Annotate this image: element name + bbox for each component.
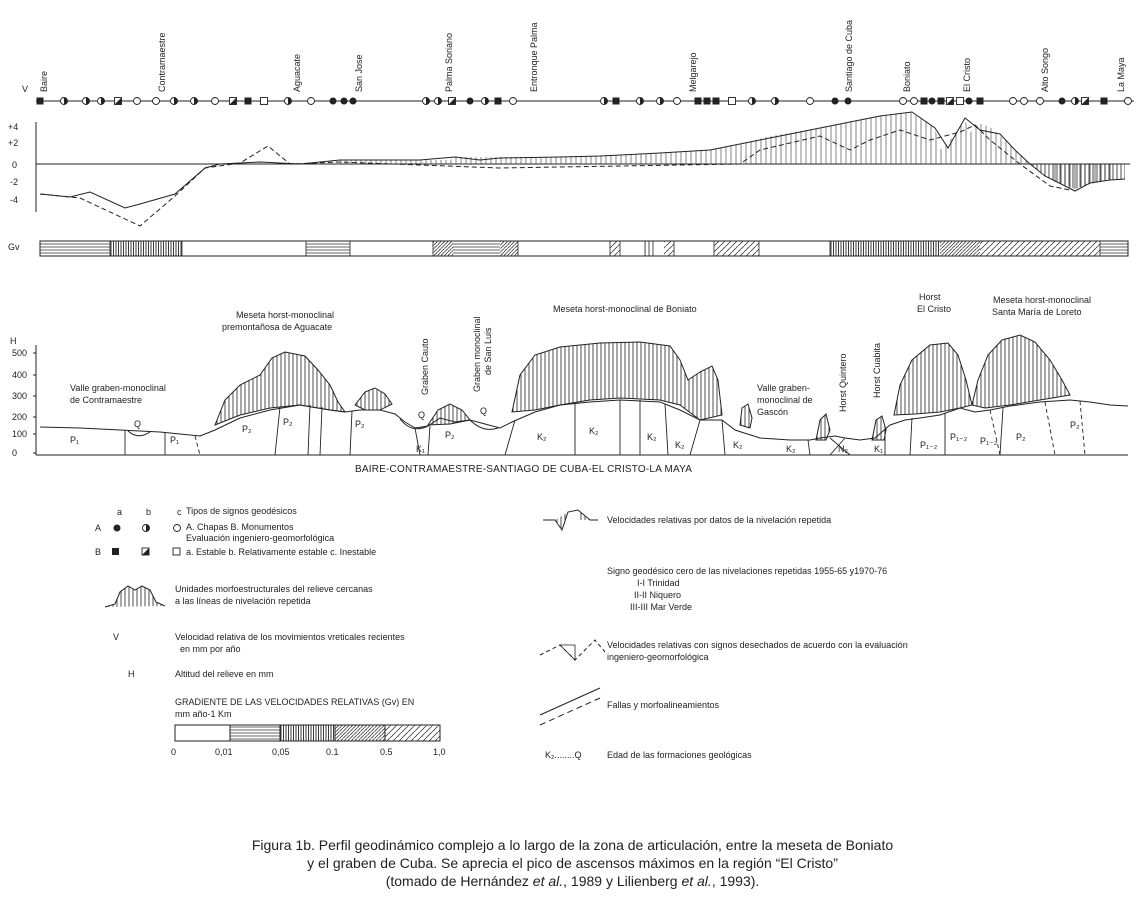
formation-label: K₂ [786,444,796,454]
label-contramaestre: de Contramaestre [70,395,143,405]
v-tick: +2 [8,138,19,148]
half-plate-icon [601,98,608,105]
unstable-plate-icon [153,98,160,105]
legend-row: A [95,523,102,533]
velocity-profile [8,112,1130,226]
formation-label: P₁ [170,435,180,445]
legend-edad-key: K₂........Q [545,750,582,760]
station-label: Santiago de Cuba [844,19,854,92]
station-label: Contramaestre [157,32,167,92]
legend-unidades: a las líneas de nivelación repetida [175,596,311,606]
gv-scale-label: 0.5 [380,747,393,757]
legend-h-key: H [128,669,135,679]
label-gascon: monoclinal de [757,395,813,405]
legend-gv-title: mm año-1 Km [175,709,232,719]
caption-line: Figura 1b. Perfil geodinámico complejo a lo largo de la zona de articulación, entre la meseta de Boniato [251,837,894,853]
gradient-bar [8,241,1128,256]
stable-monument-icon [245,98,252,105]
formation-label: P₂ [445,430,455,440]
stable-plate-icon [114,525,121,532]
half-plate-icon [83,98,90,105]
unstable-plate-icon [1125,98,1132,105]
half-plate-icon [435,98,442,105]
station-label: San Jose [354,54,364,92]
formation-label: K₂ [675,440,685,450]
legend-fallas: Fallas y morfoalineamientos [607,700,720,710]
stable-plate-icon [341,98,348,105]
stable-plate-icon [929,98,936,105]
half-plate-icon [657,98,664,105]
gv-scale-label: 0.1 [326,747,339,757]
label-contramaestre: Valle graben-monoclinal [70,383,166,393]
half-plate-icon [285,98,292,105]
formation-label: K₁ [874,444,884,454]
stable-monument-icon [704,98,711,105]
unstable-monument-icon [729,98,736,105]
half-monument-icon [115,98,122,105]
stable-monument-icon [921,98,928,105]
half-monument-icon [1082,98,1089,105]
station-label: Boniato [902,61,912,92]
stable-monument-icon [713,98,720,105]
stable-plate-icon [966,98,973,105]
legend-gv-title: GRADIENTE DE LAS VELOCIDADES RELATIVAS (Gv) EN [175,697,415,707]
legend-col: a [117,507,123,517]
label-aguacate: premontañosa de Aguacate [222,322,333,332]
h-tick: 200 [12,412,28,422]
label-loreto: Santa María de Loreto [992,307,1082,317]
station-row [22,20,1134,105]
stable-monument-icon [112,548,119,555]
formation-label: K₂ [589,426,599,436]
gv-scale-label: 0,05 [272,747,290,757]
label-loreto: Meseta horst-monoclinal [993,295,1092,305]
label-cristo: Horst [919,292,941,302]
formation-label: K₂ [733,440,743,450]
formation-label: P₂ [355,419,365,429]
stable-monument-icon [1101,98,1108,105]
label-cauto: Graben Cauto [420,338,430,395]
label-aguacate: Meseta horst-monoclinal [236,310,335,320]
label-sanluis: de San Luis [483,327,493,375]
station-label: Entronque Palma [529,22,539,92]
legend-left [95,506,446,757]
stable-monument-icon [695,98,702,105]
legend-col: c [177,507,182,517]
legend-edad: Edad de las formaciones geológicas [607,750,752,760]
legend-col: b [146,507,152,517]
gv-scale-label: 0,01 [215,747,233,757]
formation-label: K₁ [416,444,426,454]
caption-line: y el graben de Cuba. Se aprecia el pico de ascensos máximos en la región “El Cristo” [307,855,838,871]
unstable-plate-icon [900,98,907,105]
unstable-plate-icon [134,98,141,105]
half-plate-icon [171,98,178,105]
half-plate-icon [749,98,756,105]
unstable-plate-icon [308,98,315,105]
unstable-plate-icon [174,525,181,532]
formation-label: Q [134,419,142,429]
label-gascon: Valle graben- [757,383,810,393]
formation-label: P₂ [242,424,252,434]
legend-vel-relativas: Velocidades relativas por datos de la nivelación repetida [607,515,832,525]
half-monument-icon [449,98,456,105]
stable-plate-icon [467,98,474,105]
formation-label: K₂ [537,432,547,442]
caption-text: , 1989 y Lilienberg [563,873,682,889]
v-tick: 0 [12,160,18,170]
v-tick: -4 [10,195,19,205]
unstable-plate-icon [674,98,681,105]
stable-monument-icon [938,98,945,105]
h-tick: 400 [12,370,28,380]
legend-cero: I-I Trinidad [637,578,680,588]
h-tick: 500 [12,348,28,358]
half-monument-icon [230,98,237,105]
legend-v-desc: en mm por año [180,644,241,654]
formation-label: P₂ [283,417,293,427]
station-label: Alto Songo [1040,47,1050,92]
legend-signos: Evaluación ingeniero-geomorfológica [186,533,335,543]
unstable-plate-icon [1010,98,1017,105]
caption-line [0,872,1145,890]
formation-label: P₁₋₂ [950,432,968,442]
unstable-plate-icon [807,98,814,105]
stable-plate-icon [350,98,357,105]
unstable-monument-icon [261,98,268,105]
formation-label: P₁₋₂ [980,436,998,446]
stable-plate-icon [832,98,839,105]
half-plate-icon [143,525,150,532]
v-tick: +4 [8,122,19,132]
legend-cero-title: Signo geodésico cero de las nivelaciones repetidas 1955-65 y1970-76 [607,566,888,576]
station-label: La Maya [1116,57,1126,92]
half-plate-icon [98,98,105,105]
label-cristo: El Cristo [917,304,952,314]
unstable-plate-icon [212,98,219,105]
half-plate-icon [482,98,489,105]
unstable-monument-icon [173,548,180,555]
half-plate-icon [637,98,644,105]
unstable-plate-icon [510,98,517,105]
half-plate-icon [423,98,430,105]
legend-cero: III-III Mar Verde [630,602,693,612]
station-label: Aguacate [292,53,302,92]
gv-scale-label: 0 [171,747,177,757]
v-tick: -2 [10,177,19,187]
formation-label: Q [418,410,426,420]
relief-section [10,292,1128,475]
station-label: Melgarejo [688,52,698,92]
half-plate-icon [61,98,68,105]
caption-text: , 1993). [711,873,760,889]
legend-desechados: Velocidades relativas con signos desechados de acuerdo con la evaluación [607,640,908,650]
legend-v-key: V [113,632,120,642]
label-quintero: Horst Quintero [838,353,848,412]
legend-h-desc: Altitud del relieve en mm [175,669,274,679]
legend-signos: a. Estable b. Relativamente estable c. Inestable [186,547,377,557]
label-boniato: Meseta horst-monoclinal de Boniato [553,304,697,314]
formation-label: P₂ [1070,420,1080,430]
station-label: Palma Soriano [444,32,454,92]
h-tick: 0 [12,448,18,458]
half-plate-icon [1072,98,1079,105]
unstable-plate-icon [911,98,918,105]
station-label: El Cristo [962,57,972,92]
formation-label: P₁ [70,435,80,445]
unstable-plate-icon [1037,98,1044,105]
half-plate-icon [191,98,198,105]
formation-label: P₂ [1016,432,1026,442]
half-monument-icon [947,98,954,105]
label-gascon: Gascón [757,407,789,417]
legend-signos: A. Chapas B. Monumentos [186,522,294,532]
unit-hatch-icon [105,586,165,607]
legend-signos-title: Tipos de signos geodésicos [186,506,297,516]
half-monument-icon [142,548,149,555]
formation-label: P₁₋₂ [920,440,938,450]
legend-row: B [95,547,102,557]
section-title: BAIRE-CONTRAMAESTRE-SANTIAGO DE CUBA-EL CRISTO-LA MAYA [355,464,693,475]
half-plate-icon [772,98,779,105]
stable-plate-icon [330,98,337,105]
h-tick: 100 [12,429,28,439]
stable-monument-icon [977,98,984,105]
label-sanluis: Graben monoclinal [472,316,482,392]
gv-scale-bar [175,725,440,741]
legend-right [540,510,908,760]
h-axis-label: H [10,336,17,346]
formation-label: K₂ [647,432,657,442]
gv-axis-label: Gv [8,242,20,252]
legend-cero: II-II Niquero [634,590,682,600]
legend-v-desc: Velocidad relativa de los movimientos vreticales recientes [175,632,405,642]
formation-label: N₂ [838,444,848,454]
station-label: Baire [39,70,49,92]
h-tick: 300 [12,391,28,401]
stable-monument-icon [495,98,502,105]
stable-monument-icon [37,98,44,105]
formation-label: Q [480,406,488,416]
caption-italic: et al. [681,873,712,889]
v-axis-label: V [22,84,29,94]
figure-caption [0,836,1145,890]
legend-unidades: Unidades morfoestructurales del relieve cercanas [175,584,373,594]
unstable-monument-icon [957,98,964,105]
stable-plate-icon [845,98,852,105]
gv-scale-label: 1,0 [433,747,446,757]
caption-text: (tomado de Hernández [385,873,533,889]
caption-italic: et al. [532,873,564,889]
stable-plate-icon [1059,98,1066,105]
legend-desechados: ingeniero-geomorfológica [607,652,709,662]
stable-monument-icon [613,98,620,105]
label-cuabita: Horst Cuabita [872,342,882,398]
unstable-plate-icon [1021,98,1028,105]
